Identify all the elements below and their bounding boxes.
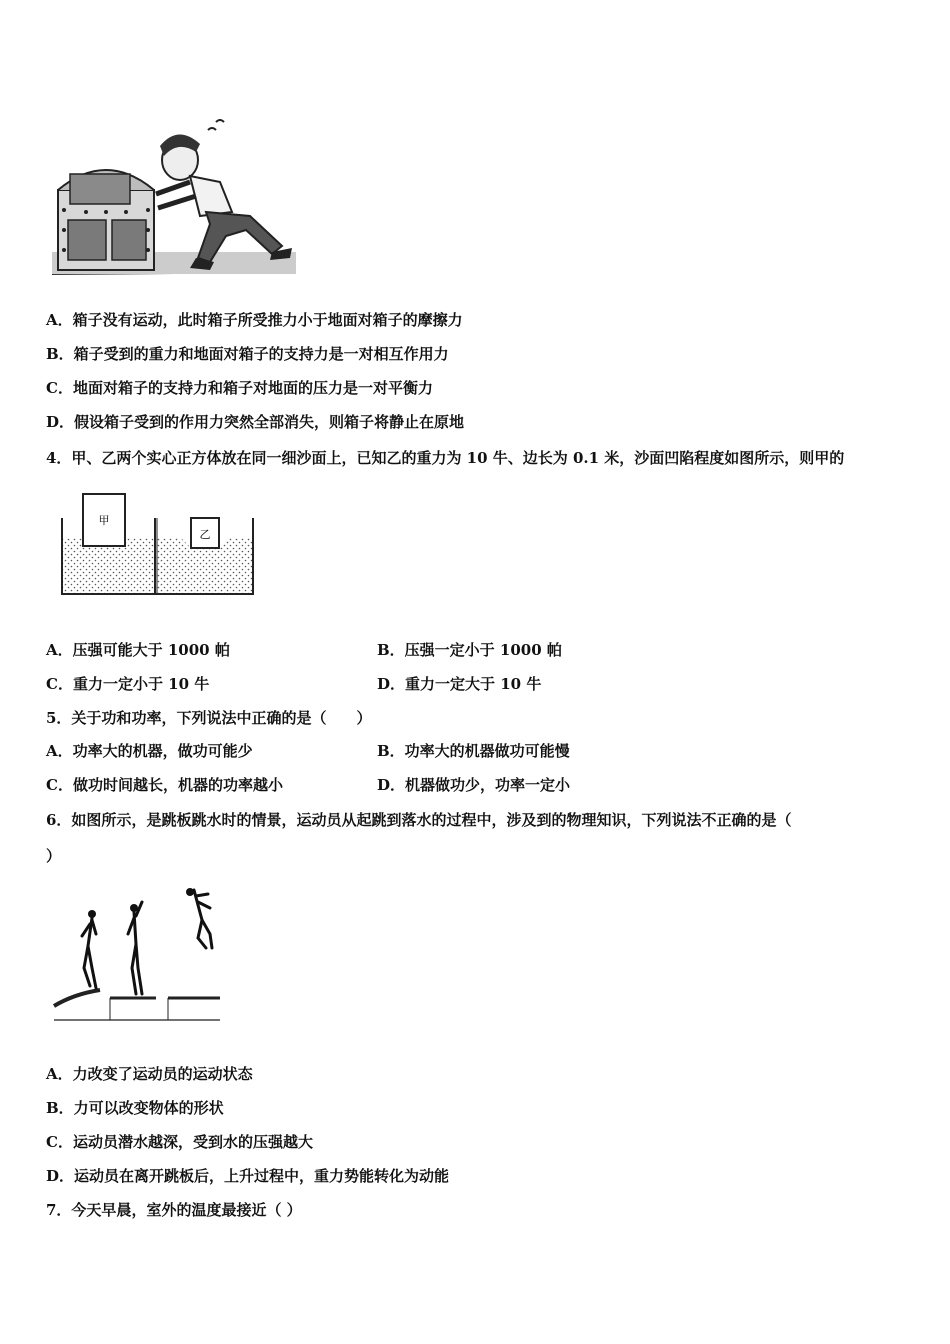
q3-option-c: C．地面对箱子的支持力和箱子对地面的压力是一对平衡力 <box>46 379 433 397</box>
q4-stem: 4．甲、乙两个实心正方体放在同一细沙面上，已知乙的重力为 10 牛、边长为 0.1 米，沙面凹陷程度如图所示，则甲的 <box>46 449 845 467</box>
q3-option-a: A．箱子没有运动，此时箱子所受推力小于地面对箱子的摩擦力 <box>46 311 463 329</box>
q6-option-b: B．力可以改变物体的形状 <box>46 1099 224 1117</box>
q4-option-a: A．压强可能大于 1000 帕 <box>46 641 230 659</box>
q7-stem: 7．今天早晨，室外的温度最接近（ ） <box>46 1201 302 1219</box>
q6-option-d: D．运动员在离开跳板后，上升过程中，重力势能转化为动能 <box>46 1167 450 1185</box>
sand-cubes-figure <box>55 490 265 600</box>
q5-option-a: A．功率大的机器，做功可能少 <box>46 742 253 760</box>
q5-option-c: C．做功时间越长，机器的功率越小 <box>46 776 283 794</box>
q6-option-a: A．力改变了运动员的运动状态 <box>46 1065 253 1083</box>
yi-label: 乙 <box>199 528 211 541</box>
q6-option-c: C．运动员潜水越深，受到水的压强越大 <box>46 1133 313 1151</box>
q3-option-b: B．箱子受到的重力和地面对箱子的支持力是一对相互作用力 <box>46 345 449 363</box>
q4-option-d: D．重力一定大于 10 牛 <box>377 675 542 693</box>
diving-figure <box>52 882 227 1024</box>
q5-stem: 5．关于功和功率，下列说法中正确的是（ ） <box>46 709 372 727</box>
q3-option-d: D．假设箱子受到的作用力突然全部消失，则箱子将静止在原地 <box>46 413 465 431</box>
q4-option-c: C．重力一定小于 10 牛 <box>46 675 210 693</box>
jia-label: 甲 <box>98 514 110 527</box>
q6-stem-line1: 6．如图所示，是跳板跳水时的情景，运动员从起跳到落水的过程中，涉及到的物理知识，下列说法不正确的是（ <box>46 811 792 829</box>
q6-stem-line2: ） <box>46 847 62 865</box>
q5-option-b: B．功率大的机器做功可能慢 <box>377 742 570 760</box>
q5-option-d: D．机器做功少，功率一定小 <box>377 776 571 794</box>
box-push-figure <box>50 112 300 282</box>
q4-option-b: B．压强一定小于 1000 帕 <box>377 641 562 659</box>
